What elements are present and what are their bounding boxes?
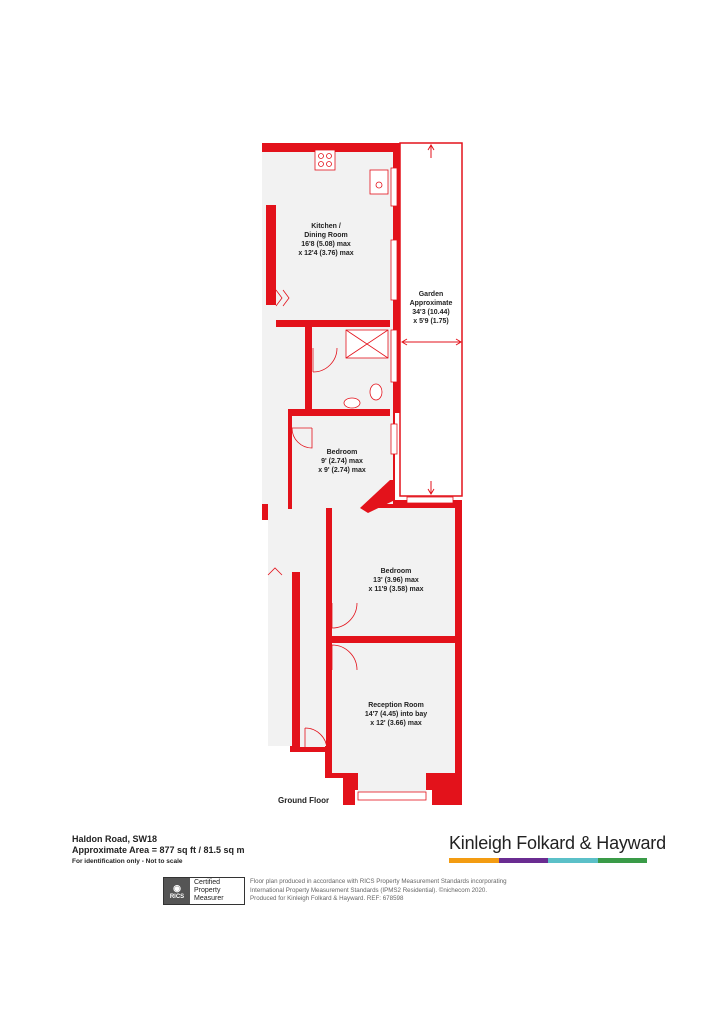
kitchen-label-line2: Dining Room bbox=[304, 232, 348, 239]
garden-dimension-1: 34'3 (10.44) bbox=[412, 309, 450, 316]
rics-text-line-3: Measurer bbox=[194, 895, 224, 902]
rics-certification-text bbox=[190, 879, 224, 903]
garden-label: Garden bbox=[418, 291, 444, 298]
hob-icon bbox=[315, 150, 335, 170]
brand-bar-2 bbox=[499, 858, 549, 863]
brand-bar-1 bbox=[449, 858, 499, 863]
rics-logo-text: RICS bbox=[169, 893, 185, 900]
floor-label: Ground Floor bbox=[278, 796, 330, 805]
kitchen-label: Kitchen / bbox=[311, 223, 341, 230]
disclaimer-line-1: Floor plan produced in accordance with RICS Property Measurement Standards incorporating bbox=[250, 878, 507, 885]
toilet-icon bbox=[370, 384, 382, 400]
rics-text-line-1: Certified bbox=[194, 879, 221, 886]
scale-note: For identification only - Not to scale bbox=[72, 858, 183, 865]
bedroom-large-dimension-2: x 11'9 (3.58) max bbox=[368, 586, 424, 593]
reception-label: Reception Room bbox=[368, 702, 424, 709]
rics-badge bbox=[163, 877, 245, 905]
bedroom-small-dimension-1: 9' (2.74) max bbox=[321, 458, 363, 465]
bedroom-large-dimension-1: 13' (3.96) max bbox=[373, 577, 419, 584]
basin-icon bbox=[344, 398, 360, 408]
bedroom-small-label: Bedroom bbox=[326, 449, 358, 456]
disclaimer-line-2: International Property Measurement Standards (IPMS2 Residential). ©nichecom 2020. bbox=[250, 886, 488, 894]
brand-bar-3 bbox=[548, 858, 598, 863]
disclaimer-line-3: Produced for Kinleigh Folkard & Hayward. REF: 678598 bbox=[250, 895, 404, 902]
kitchen-dimension-1: 16'8 (5.08) max bbox=[301, 241, 351, 248]
approximate-area: Approximate Area = 877 sq ft / 81.5 sq m bbox=[72, 845, 245, 855]
property-address: Haldon Road, SW18 bbox=[72, 834, 158, 844]
reception-dimension-2: x 12' (3.66) max bbox=[370, 720, 422, 727]
bedroom-small-dimension-2: x 9' (2.74) max bbox=[318, 467, 366, 474]
brand-name: Kinleigh Folkard & Hayward bbox=[449, 833, 666, 853]
rics-logo-icon: ◉ RICS bbox=[164, 878, 190, 904]
kitchen-dimension-2: x 12'4 (3.76) max bbox=[298, 250, 354, 257]
bedroom-large-label: Bedroom bbox=[380, 568, 412, 575]
disclaimer bbox=[250, 878, 507, 904]
reception-dimension-1: 14'7 (4.45) into bay bbox=[364, 711, 428, 718]
brand-bar-4 bbox=[598, 858, 648, 863]
rics-text-line-2: Property bbox=[194, 887, 221, 894]
garden-dimension-2: x 5'9 (1.75) bbox=[413, 318, 449, 325]
garden-label-line2: Approximate bbox=[409, 300, 453, 307]
brand-color-bars bbox=[449, 858, 647, 863]
